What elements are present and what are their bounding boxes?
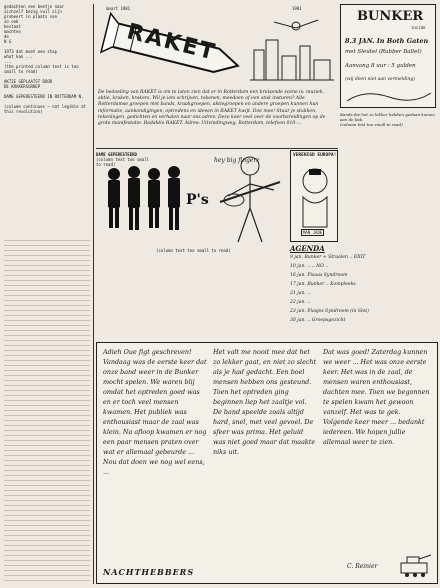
tank-doodle xyxy=(397,549,433,579)
letter-column-1: Adieh Oue figt geschreven! Vandaag was de eerste keer dat onze band weer in de Bunker mocht spelen. We waren blij omdat het optreden goed was en er toch veel mensen kwamen. Het publiek was enthousiast maar de zaal was klein. Na afloop kwamen er nog een paar mensen praten over wat er allemaal gebeurde ... Nou dat doen we nog wel eens, ... xyxy=(103,348,209,476)
masthead-date-note: maart 1981 xyxy=(106,6,131,11)
city-illustration xyxy=(248,12,336,84)
cartoon-figure xyxy=(293,163,337,229)
agenda-item: 30 jan. .. Groepsgezicht xyxy=(290,318,346,323)
left-column-text: gedachten een beetje naar zichzelf bezig vuil zijn probeert in plaats van zo ook bestaat machten de N G 1973 dat moet een stap what kan ... ... (the printed column text is too small to read) AKTIE GEPLAATST DOOR DE KRAKERSGROEP DAME GEPERESTEERD IN ROTTERDAM N. (column continues — not legible at this resolution) xyxy=(4,4,86,114)
left-divider xyxy=(93,4,94,584)
poster-time: Aanvang 8 uur : 5 gulden xyxy=(345,63,416,69)
agenda-item: 22 jan. .. xyxy=(290,300,311,305)
mid-left-text: (column text too small to read) xyxy=(96,157,152,167)
agenda-item: 21 jan. .. xyxy=(290,291,311,296)
poster-venue: met Sleutel (Rubber Ballet) xyxy=(345,49,422,55)
letter-side-signature: C. Reinier xyxy=(347,563,378,570)
handwritten-letter xyxy=(96,342,438,584)
agenda-item: 23 jan. Flasjes Syndroom (in Slot) xyxy=(290,309,369,314)
letter-column-3: Dat was goed! Zaterdag kunnen we weer ... Het was onze eerste keer. Het was in de zaal, de mensen waren enthousiast, dachten mee. Toen we begonnen te spelen kwam het gewoon vanzelf. Het was te gek. Volgende keer meer ... bedankt iedereen. We hopen jullie allemaal weer te zien. xyxy=(323,348,432,446)
guitarist-illustration xyxy=(212,152,288,248)
verenigd-europa-cartoon xyxy=(290,150,338,242)
poster-note: (wij doen niet aan vermelding) xyxy=(345,77,415,82)
cartoon-caption: VERENIGD EUROPA! xyxy=(293,153,337,158)
right-column-text: Bands die het zo lekker hebben gedaan komen aan de bak. (column text too small to read) xyxy=(340,112,435,127)
left-column-lower xyxy=(4,236,90,582)
cartoon-badge: MAN JADE xyxy=(303,230,323,235)
masthead xyxy=(96,4,338,86)
agenda-item: 10 jan. .. .. NO .. xyxy=(290,264,329,269)
bunker-poster xyxy=(340,4,436,108)
svg-text:P's: P's xyxy=(186,192,209,208)
masthead-title: RAKET xyxy=(124,19,219,66)
poster-title: BUNKER xyxy=(357,9,424,24)
poster-sketch xyxy=(345,87,433,105)
agenda-title: AGENDA xyxy=(290,244,325,253)
poster-subtitle: inside xyxy=(411,25,426,30)
agenda-section xyxy=(290,244,438,338)
agenda-items xyxy=(290,253,438,325)
masthead-side-note: 1981 xyxy=(292,6,302,11)
svg-text:hey big fingerz: hey big fingerz xyxy=(214,157,260,164)
agenda-item: 16 jan. Pisuas Syndroom xyxy=(290,273,348,278)
band-silhouettes-illustration xyxy=(100,160,208,244)
mid-center-column: (column text too small to read) xyxy=(156,248,231,253)
mid-left-heading: DAME GEPERESTEERD xyxy=(96,152,137,157)
row-divider xyxy=(96,148,338,149)
letter-signature: NACHTHEBBERS xyxy=(103,567,195,577)
letter-column-2: Het valt me nooit mee dat het zo lekker gaat, en niet zo slecht als je had gedacht. Een boel mensen hebben ons gesteund. Toen het optreden ging beginnen liep het zaaltje vol. De band speelde zoals altijd hard, snel, met veel gevoel. De sfeer was prima. Het geluid was niet goed maar dat maakte niks uit. xyxy=(213,348,319,456)
intro-paragraph: De bedoeling van RAKET is om te laten zien dat er in Rotterdam een bruisende scene is: muziek, aktie, kraken, krakers. Wil je iets schrijven, tekenen, meedoen of een stuk insturen? Alle Rotterdamse groepen met bands, kraakgroepen, aktiegroepen en andere groepen kunnen hun informatie, aankondigingen, optredens en ideeen in RAKET kwijt. Doe mee! Stuur je stukken, tekeningen, gedichten en verhalen naar ons adres. Deze keer veel over de voorbereidingen op de grote manifestatie. Redaktie RAKET. Adres: Uitvindingweg, Rotterdam, telefoon 010-... xyxy=(98,90,327,127)
poster-date: 8.3 JAN. In Both Gaten xyxy=(345,37,429,45)
agenda-item: 9 jan. Bunker + Straalen .. EXIT xyxy=(290,255,366,260)
agenda-item: 17 jan. Bunker .. Kompleeks xyxy=(290,282,356,287)
